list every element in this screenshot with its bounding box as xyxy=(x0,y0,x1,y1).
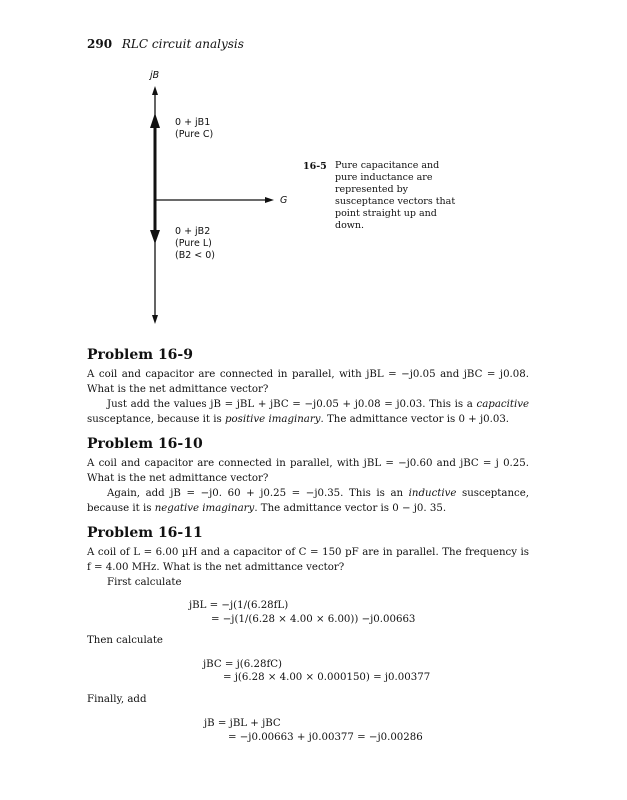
problem-16-9-answer: Just add the values jB = jBL + jBC = −j0.05 + j0.08 = j0.03. This is a capacitive susceptance, because it is positive imaginary. The admittance vector is 0 + j0.03. xyxy=(87,399,529,425)
problem-16-11-heading: Problem 16-11 xyxy=(87,525,203,541)
axis-label-jb: jB xyxy=(150,70,160,81)
page-number: 290 xyxy=(87,37,113,51)
equation-2-line-1: jBC = j(6.28fC) xyxy=(203,659,282,670)
figure-caption-text: Pure capacitance and pure inductance are represented by susceptance vectors that point straight up and down. xyxy=(335,160,456,231)
axis-label-g: G xyxy=(280,195,288,206)
horizontal-axis-arrow xyxy=(265,197,274,203)
equation-1-line-2: = −j(1/(6.28 × 4.00 × 6.00)) −j0.00663 xyxy=(211,614,416,625)
problem-16-11-step3: Finally, add xyxy=(87,694,147,705)
problem-16-10-question: A coil and capacitor are connected in parallel, with jBL = −j0.60 and jBC = j 0.25. What is the net admittance vector? xyxy=(87,458,529,484)
problem-16-11-step2: Then calculate xyxy=(87,635,163,646)
figure-caption-number: 16-5 xyxy=(303,161,327,172)
equation-2-line-2: = j(6.28 × 4.00 × 0.000150) = j0.00377 xyxy=(223,672,431,683)
problem-16-9-question: A coil and capacitor are connected in parallel, with jBL = −j0.05 and jBC = j0.08. What is the net admittance vector? xyxy=(87,369,529,395)
equation-3-line-1: jB = jBL + jBC xyxy=(204,718,281,729)
equation-1-line-1: jBL = −j(1/(6.28fL) xyxy=(189,600,289,611)
equation-3-line-2: = −j0.00663 + j0.00377 = −j0.00286 xyxy=(228,732,423,743)
problem-16-10-answer: Again, add jB = −j0. 60 + j0.25 = −j0.35. This is an inductive susceptance, because it is negative imaginary. The admittance vector is 0 − j0. 35. xyxy=(87,488,529,514)
vertical-axis-top-arrow xyxy=(152,86,158,95)
problem-16-9-heading: Problem 16-9 xyxy=(87,347,193,363)
problem-16-11-question: A coil of L = 6.00 µH and a capacitor of C = 150 pF are in parallel. The frequency is f = 4.00 MHz. What is the net admittance vector? xyxy=(87,547,529,573)
vertical-axis-bottom-arrow xyxy=(152,315,158,324)
running-title: RLC circuit analysis xyxy=(121,37,244,51)
problem-16-11-step1: First calculate xyxy=(107,577,182,588)
susceptance-vector-down-head xyxy=(150,230,160,244)
susceptance-vector-up-head xyxy=(150,113,160,128)
upper-vector-label: 0 + jB1 (Pure C) xyxy=(175,117,214,140)
problem-16-10-heading: Problem 16-10 xyxy=(87,436,203,452)
lower-vector-label: 0 + jB2 (Pure L) (B2 < 0) xyxy=(175,226,216,261)
